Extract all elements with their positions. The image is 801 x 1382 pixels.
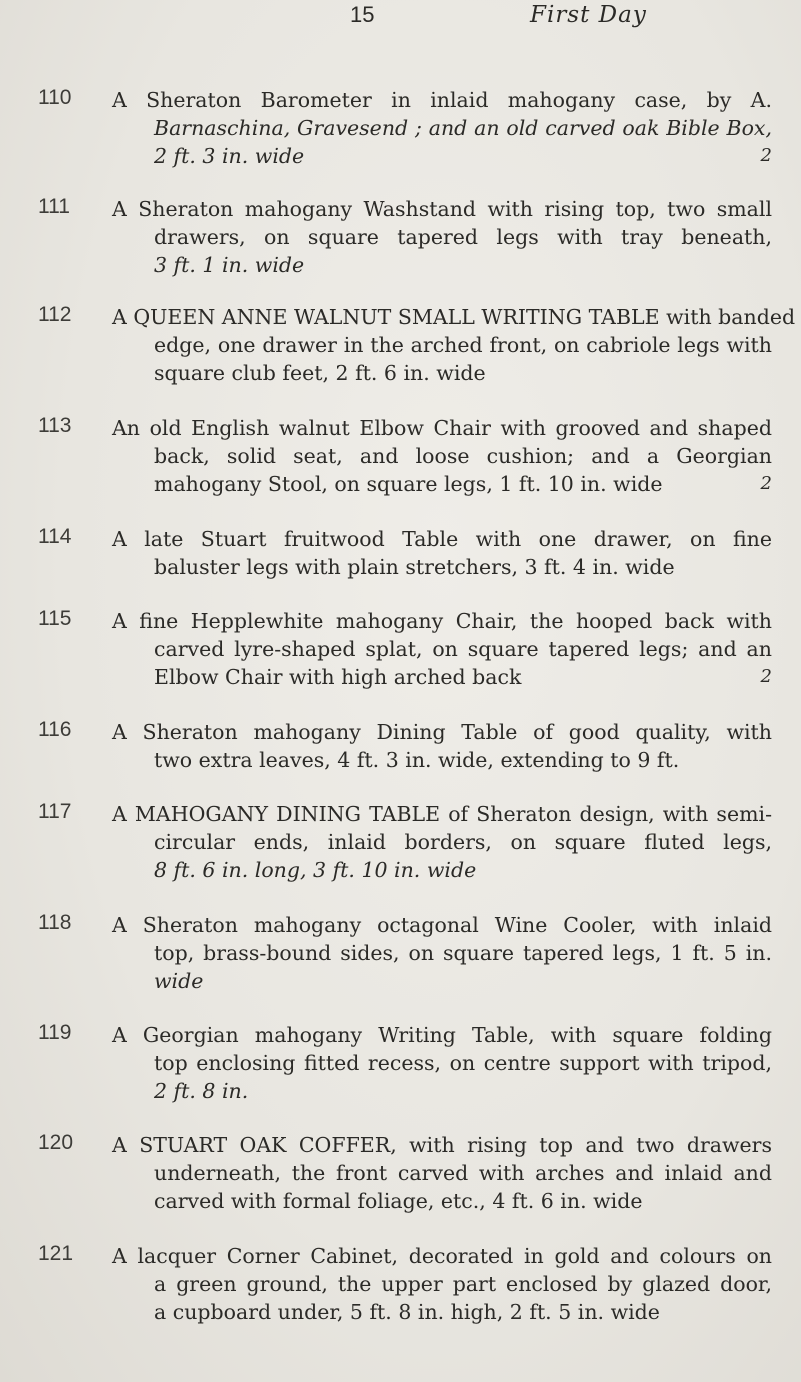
description-line: carved lyre-shaped splat, on square tapered legs; and an xyxy=(154,637,772,661)
description-line: A Georgian mahogany Writing Table, with square folding xyxy=(112,1023,772,1047)
description-line: A late Stuart fruitwood Table with one drawer, on fine xyxy=(112,527,772,551)
lot-description xyxy=(112,607,772,691)
lot-number: 116 xyxy=(38,718,72,741)
description-line: An old English walnut Elbow Chair with grooved and shaped xyxy=(112,416,772,440)
lot-description xyxy=(112,1131,772,1215)
running-head xyxy=(0,2,801,42)
lot-mark: 2 xyxy=(760,666,772,687)
lot-number: 118 xyxy=(38,911,72,934)
lot-mark: 2 xyxy=(760,145,772,166)
lot-description xyxy=(112,1021,772,1105)
description-line: A Sheraton mahogany Dining Table of good quality, with xyxy=(112,720,772,744)
description-line: A STUART OAK COFFER, with rising top and two drawers xyxy=(112,1133,772,1157)
lot-mark: 2 xyxy=(760,473,772,494)
description-line: A MAHOGANY DINING TABLE of Sheraton design, with semi- xyxy=(112,802,772,826)
lot-number: 117 xyxy=(38,800,72,823)
description-line: top enclosing fitted recess, on centre support with tripod, xyxy=(154,1051,772,1075)
description-line: a green ground, the upper part enclosed by glazed door, xyxy=(154,1272,772,1296)
lot-number: 114 xyxy=(38,525,72,548)
lot-description xyxy=(112,525,772,581)
lot-description xyxy=(112,718,772,774)
page-number: 15 xyxy=(350,2,375,27)
description-line: A Sheraton mahogany octagonal Wine Cooler, with inlaid xyxy=(112,913,772,937)
description-line: A Sheraton Barometer in inlaid mahogany case, by A. xyxy=(112,88,772,112)
lot-description xyxy=(112,86,772,170)
lot-description xyxy=(112,195,772,279)
description-line: Elbow Chair with high arched back xyxy=(154,665,522,689)
lot-number: 119 xyxy=(38,1021,72,1044)
day-label: First Day xyxy=(530,2,647,28)
description-line: top, brass-bound sides, on square tapered legs, 1 ft. 5 in. xyxy=(154,941,772,965)
description-line: A lacquer Corner Cabinet, decorated in gold and colours on xyxy=(112,1244,772,1268)
description-line: underneath, the front carved with arches and inlaid and xyxy=(154,1161,772,1185)
description-line: 3 ft. 1 in. wide xyxy=(154,253,305,277)
lot-number: 110 xyxy=(38,86,72,109)
description-line: two extra leaves, 4 ft. 3 in. wide, extending to 9 ft. xyxy=(154,748,680,772)
description-line: 2 ft. 3 in. wide xyxy=(154,144,305,168)
lot-number: 120 xyxy=(38,1131,74,1154)
description-line: carved with formal foliage, etc., 4 ft. 6 in. wide xyxy=(154,1189,643,1213)
description-line: A Sheraton mahogany Washstand with rising top, two small xyxy=(112,197,772,221)
description-line: A QUEEN ANNE WALNUT SMALL WRITING TABLE with banded xyxy=(112,305,796,329)
description-line: a cupboard under, 5 ft. 8 in. high, 2 ft. 5 in. wide xyxy=(154,1300,660,1324)
description-line: drawers, on square tapered legs with tray beneath, xyxy=(154,225,772,249)
description-line: wide xyxy=(154,969,204,993)
description-line: back, solid seat, and loose cushion; and a Georgian xyxy=(154,444,772,468)
lot-description xyxy=(112,414,772,498)
lot-description xyxy=(112,911,772,995)
description-line: baluster legs with plain stretchers, 3 ft. 4 in. wide xyxy=(154,555,675,579)
lot-number: 121 xyxy=(38,1242,74,1265)
description-line: square club feet, 2 ft. 6 in. wide xyxy=(154,361,486,385)
description-line: mahogany Stool, on square legs, 1 ft. 10 in. wide xyxy=(154,472,663,496)
description-line: Barnaschina, Gravesend ; and an old carved oak Bible Box, xyxy=(154,116,772,140)
lot-number: 113 xyxy=(38,414,72,437)
description-line: 8 ft. 6 in. long, 3 ft. 10 in. wide xyxy=(154,858,477,882)
description-line: A fine Hepplewhite mahogany Chair, the hooped back with xyxy=(112,609,772,633)
lot-number: 112 xyxy=(38,303,72,326)
description-line: circular ends, inlaid borders, on square fluted legs, xyxy=(154,830,772,854)
lot-number: 115 xyxy=(38,607,72,630)
description-line: edge, one drawer in the arched front, on cabriole legs with xyxy=(154,333,772,357)
lot-description xyxy=(112,303,796,387)
description-line: 2 ft. 8 in. xyxy=(154,1079,249,1103)
lot-description xyxy=(112,800,772,884)
lot-number: 111 xyxy=(38,195,70,218)
lot-description xyxy=(112,1242,772,1326)
